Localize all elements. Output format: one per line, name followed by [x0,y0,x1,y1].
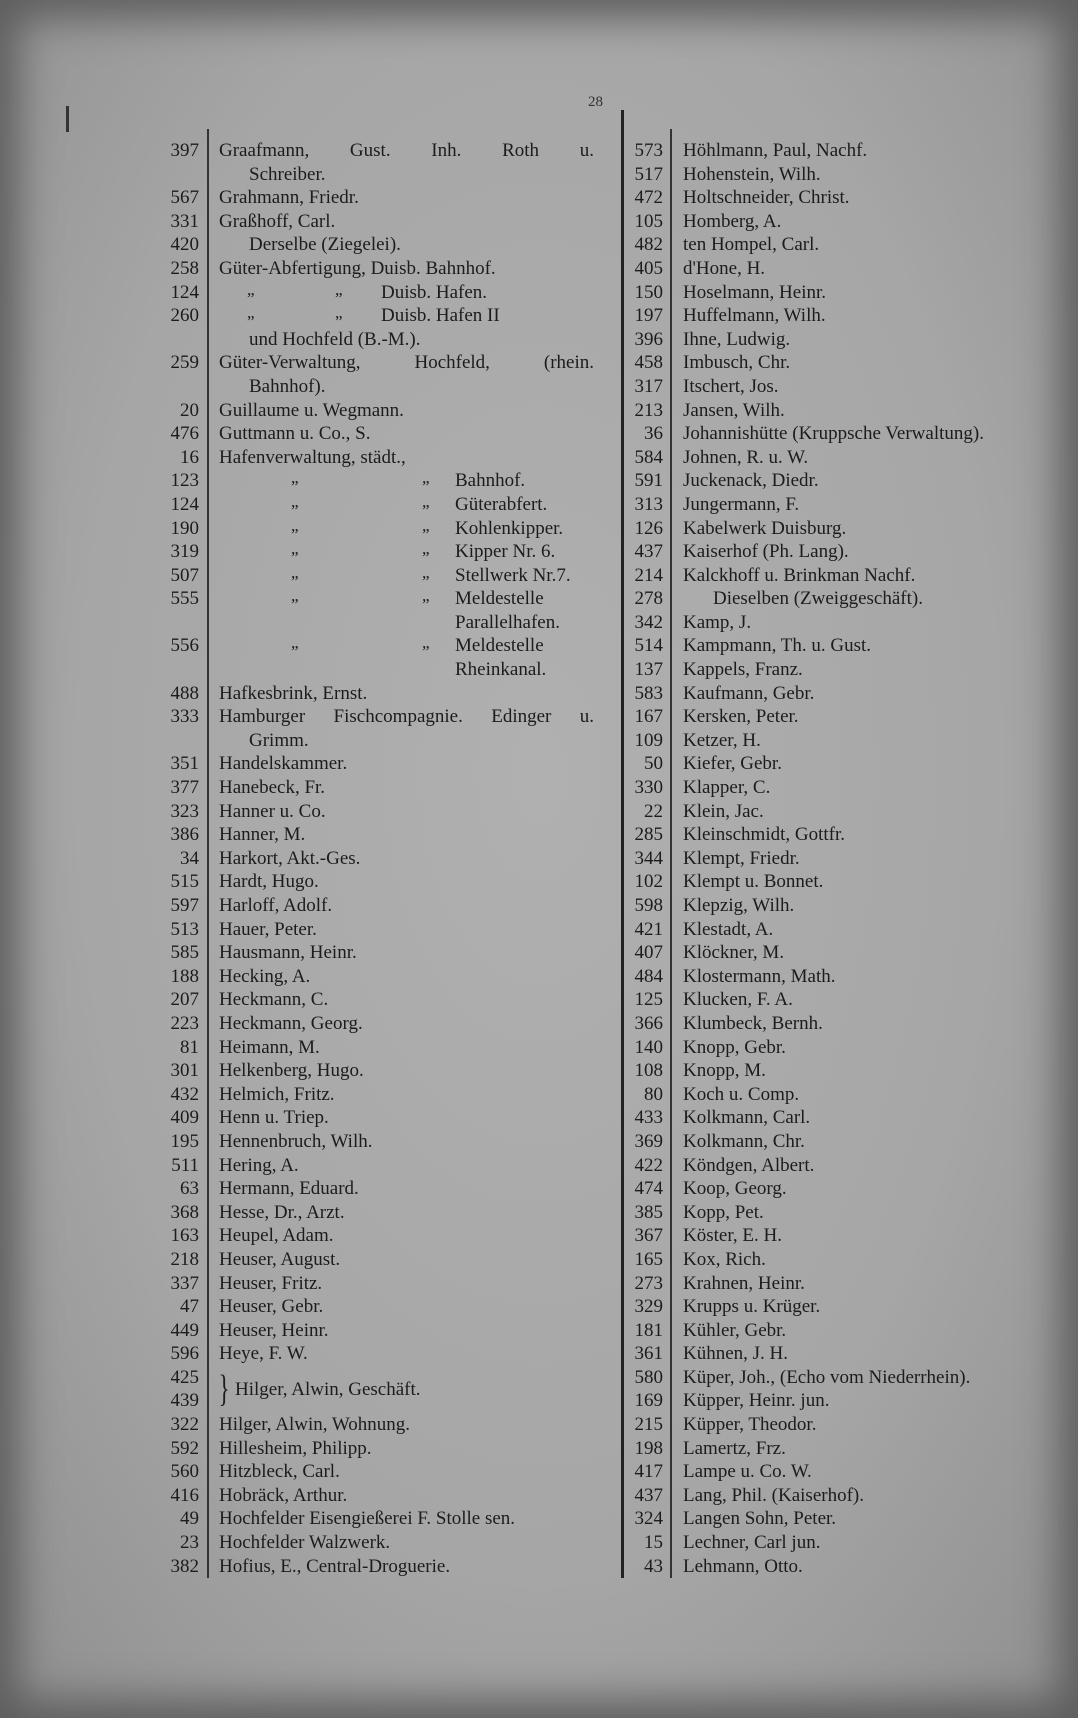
entry-number: 124 [170,493,199,515]
entry-number: 407 [634,942,663,964]
entry-number: 218 [170,1248,199,1270]
entry-name: Hardt, Hugo. [219,871,319,893]
ditto-mark: ” [291,595,299,615]
entry-name: Höhlmann, Paul, Nachf. [683,140,868,161]
entry-number: 405 [634,257,663,279]
entry-number: 555 [170,588,199,610]
entry-number: 285 [634,824,663,846]
entry-number: 105 [634,210,663,232]
entry-number: 420 [170,234,199,256]
entry-number: 416 [170,1484,199,1506]
entry-number: 278 [634,588,663,610]
entry-number: 215 [634,1414,663,1436]
entry-number: 188 [170,965,199,987]
entry-number: 125 [634,989,663,1011]
ditto-mark: ” [291,477,299,497]
entry-name: Huffelmann, Wilh. [683,305,826,327]
entry-name: Derselbe (Ziegelei). [249,234,401,256]
entry-number: 126 [634,517,663,539]
entry-number: 181 [634,1319,663,1341]
entry-number: 223 [170,1012,199,1034]
entry-number: 49 [180,1508,199,1530]
entry-number: 207 [170,989,199,1011]
entry-name: Hermann, Eduard. [219,1178,359,1200]
entry-name: Knopp, Gebr. [683,1036,786,1058]
entry-name: Hanner u. Co. [219,800,326,822]
entry-number: 417 [634,1461,663,1483]
ditto-mark: ” [291,642,299,662]
entry-number: 482 [634,234,663,256]
entry-name: Itschert, Jos. [683,375,779,397]
ditto-mark: ” [247,312,255,332]
entry-number: 165 [634,1248,663,1270]
entry-name: Hochfelder Walzwerk. [219,1532,391,1554]
ditto-mark: ” [291,548,299,568]
entry-name: Hillesheim, Philipp. [219,1437,372,1459]
entry-number: 102 [634,871,663,893]
entry-number: 409 [170,1107,199,1129]
entry-name: Hauer, Peter. [219,918,317,940]
entry-name: Rheinkanal. [455,659,547,681]
entry-number: 366 [634,1012,663,1034]
entry-number: 597 [170,895,199,916]
ditto-mark: ” [422,500,430,520]
left-column-divider [207,129,209,1578]
entry-name: Kalckhoff u. Brinkman Nachf. [683,564,916,586]
entry-name: Hoselmann, Heinr. [683,281,827,303]
entry-number: 342 [634,611,663,633]
ditto-mark: ” [291,524,299,544]
entry-name: Klumbeck, Bernh. [683,1012,823,1034]
entry-number: 150 [634,281,663,303]
entry-number: 190 [170,517,199,539]
entry-name: Heuser, Gebr. [219,1296,324,1318]
entry-number: 163 [170,1225,199,1247]
entry-number: 50 [644,753,663,775]
entry-name: Hanebeck, Fr. [219,777,326,799]
entry-name: Kolkmann, Carl. [683,1107,811,1129]
entry-name: Lechner, Carl jun. [683,1532,821,1554]
entry-name: Kox, Rich. [683,1248,766,1270]
ditto-mark: ” [422,524,430,544]
entry-name: Klepzig, Wilh. [683,895,795,916]
entry-name: Homberg, A. [683,210,782,232]
entry-number: 515 [170,871,199,893]
entry-number: 592 [170,1437,199,1459]
entry-number: 368 [170,1201,199,1223]
entry-number: 63 [180,1178,199,1200]
entry-number: 36 [644,423,663,445]
entry-number: 386 [170,824,199,846]
entry-number: 80 [644,1083,663,1105]
entry-name: Köndgen, Albert. [683,1154,815,1176]
entry-name: Henn u. Triep. [219,1107,329,1129]
entry-name: Helkenberg, Hugo. [219,1060,364,1082]
entry-name: Parallelhafen. [455,611,560,633]
entry-number: 109 [634,729,663,751]
entry-name: Duisb. Hafen. [381,281,488,303]
entry-number: 81 [180,1036,199,1058]
entry-name: Jansen, Wilh. [683,399,785,421]
entry-name: Knopp, M. [683,1060,766,1082]
entry-number: 580 [634,1366,663,1388]
entry-name: Kaiserhof (Ph. Lang). [683,541,849,563]
entry-name: Kleinschmidt, Gottfr. [683,824,846,846]
entry-number: 259 [170,352,199,374]
entry-name: Kühler, Gebr. [683,1319,787,1341]
entry-name: Krahnen, Heinr. [683,1272,805,1294]
entry-name: Küpper, Theodor. [683,1414,817,1436]
brace-mark: } [218,1367,230,1410]
entry-name: Kersken, Peter. [683,706,799,728]
entry-name: Klapper, C. [683,777,771,799]
entry-number: 47 [180,1296,199,1318]
entry-number: 15 [644,1532,663,1554]
entry-name: Klein, Jac. [683,800,764,822]
entry-name: Heimann, M. [219,1036,320,1058]
entry-name: Ketzer, H. [683,729,761,751]
entry-number: 329 [634,1296,663,1318]
entry-number: 361 [634,1343,663,1365]
entry-number: 476 [170,423,199,445]
entry-name: Heckmann, C. [219,989,329,1011]
entry-name: Hesse, Dr., Arzt. [219,1201,345,1223]
entry-number: 517 [634,163,663,185]
entry-number: 322 [170,1414,199,1436]
entry-number: 214 [634,564,663,586]
entry-number: 108 [634,1060,663,1082]
entry-number: 317 [634,375,663,397]
entry-name: Köster, E. H. [683,1225,782,1247]
entry-number: 213 [634,399,663,421]
entry-name: Heckmann, Georg. [219,1012,363,1034]
entry-number: 137 [634,659,663,681]
ditto-mark: ” [422,642,430,662]
entry-name: Koch u. Comp. [683,1083,800,1105]
entry-number: 301 [170,1060,199,1082]
entry-number: 556 [170,635,199,657]
entry-name: Hering, A. [219,1154,299,1176]
entry-number: 331 [170,210,199,232]
entry-number: 513 [170,918,199,940]
ditto-mark: ” [422,595,430,615]
entry-number: 583 [634,682,663,704]
entry-number: 330 [634,777,663,799]
entry-number: 397 [170,140,199,161]
entry-number: 367 [634,1225,663,1247]
entry-name: Güter-Abfertigung, Duisb. Bahnhof. [219,257,496,279]
entry-name: Heye, F. W. [219,1343,308,1365]
right-column-divider [670,129,672,1578]
entry-name: Guttmann u. Co., S. [219,423,371,445]
entry-name: Harloff, Adolf. [219,895,333,916]
ditto-mark: ” [291,500,299,520]
entry-number: 507 [170,564,199,586]
entry-number: 20 [180,399,199,421]
entry-name: d'Hone, H. [683,257,766,279]
entry-name: Heuser, Fritz. [219,1272,323,1294]
entry-number: 198 [634,1437,663,1459]
entry-name: Hennenbruch, Wilh. [219,1130,373,1152]
entry-number: 514 [634,635,663,657]
entry-number: 333 [170,706,199,728]
entry-number: 488 [170,682,199,704]
entry-name: Meldestelle [455,635,544,657]
entry-number: 167 [634,706,663,728]
ditto-mark: ” [291,571,299,591]
entry-name: Kappels, Franz. [683,659,803,681]
entry-number: 123 [170,470,199,492]
entry-name: Küper, Joh., (Echo vom Niederrhein). [683,1366,971,1388]
ditto-mark: ” [422,477,430,497]
ditto-mark: ” [247,288,255,308]
entry-number: 169 [634,1390,663,1412]
entry-number: 195 [170,1130,199,1152]
entry-name: Holtschneider, Christ. [683,187,850,209]
entry-name: Guillaume u. Wegmann. [219,399,404,421]
ditto-mark: ” [422,571,430,591]
entry-name: Jungermann, F. [683,493,800,515]
entry-number: 258 [170,257,199,279]
entry-name: Hitzbleck, Carl. [219,1461,340,1483]
entry-number: 382 [170,1555,199,1577]
entry-name: Klöckner, M. [683,942,785,964]
entry-number: 474 [634,1178,663,1200]
entry-number: 484 [634,965,663,987]
entry-number: 449 [170,1319,199,1341]
entry-name: Helmich, Fritz. [219,1083,335,1105]
entry-name: Klempt u. Bonnet. [683,871,824,893]
entry-name: Meldestelle [455,588,544,610]
entry-number: 421 [634,918,663,940]
entry-number: 596 [170,1343,199,1365]
entry-name: Lamertz, Frz. [683,1437,786,1459]
entry-name: Johnen, R. u. W. [683,446,809,468]
entry-number: 439 [170,1390,199,1412]
entry-number: 385 [634,1201,663,1223]
entry-number: 573 [634,140,663,161]
entry-number: 323 [170,800,199,822]
entry-name: Heuser, Heinr. [219,1319,329,1341]
entry-name: Hafkesbrink, Ernst. [219,682,368,704]
entry-name: Schreiber. [249,163,326,185]
entry-number: 273 [634,1272,663,1294]
entry-name: Kohlenkipper. [455,517,564,539]
entry-name: Hamburger Fischcompagnie. Edinger u. [219,706,594,728]
entry-number: 591 [634,470,663,492]
entry-name: Hobräck, Arthur. [219,1484,348,1506]
margin-mark [66,106,69,132]
entry-name: Graafmann, Gust. Inh. Roth u. [219,140,594,161]
entry-name: Langen Sohn, Peter. [683,1508,837,1530]
entry-name: Imbusch, Chr. [683,352,791,374]
entry-name: Krupps u. Krüger. [683,1296,821,1318]
entry-number: 369 [634,1130,663,1152]
ditto-mark: ” [422,548,430,568]
entry-number: 313 [634,493,663,515]
entry-name: Bahnhof. [455,470,526,492]
entry-number: 140 [634,1036,663,1058]
entry-number: 585 [170,942,199,964]
entry-name: Küpper, Heinr. jun. [683,1390,830,1412]
entry-number: 344 [634,847,663,869]
entry-number: 425 [170,1366,199,1388]
entry-name: Hausmann, Heinr. [219,942,357,964]
entry-name: Kopp, Pet. [683,1201,764,1223]
entry-number: 34 [180,847,199,869]
entry-name: Harkort, Akt.-Ges. [219,847,361,869]
entry-name: Klucken, F. A. [683,989,793,1011]
entry-number: 43 [644,1555,663,1577]
entry-name: Koop, Georg. [683,1178,787,1200]
entry-name: Kolkmann, Chr. [683,1130,805,1152]
entry-name: Duisb. Hafen II [381,305,500,327]
entry-number: 560 [170,1461,199,1483]
entry-number: 432 [170,1083,199,1105]
entry-name: Kampmann, Th. u. Gust. [683,635,872,657]
entry-number: 197 [634,305,663,327]
entry-name: Hanner, M. [219,824,306,846]
entry-number: 437 [634,541,663,563]
entry-name: Klostermann, Math. [683,965,836,987]
entry-name: Kühnen, J. H. [683,1343,789,1365]
entry-number: 598 [634,895,663,916]
entry-number: 567 [170,187,199,209]
entry-number: 319 [170,541,199,563]
entry-name: Lang, Phil. (Kaiserhof). [683,1484,864,1506]
entry-name: Hafenverwaltung, städt., [219,446,406,468]
entry-name: Hilger, Alwin, Geschäft. [235,1378,421,1400]
entry-name: Bahnhof). [249,375,326,397]
entry-name: Kaufmann, Gebr. [683,682,815,704]
entry-number: 584 [634,446,663,468]
entry-name: Stellwerk Nr.7. [455,564,571,586]
ditto-mark: ” [335,288,343,308]
entry-name: Ihne, Ludwig. [683,328,791,350]
entry-number: 23 [180,1532,199,1554]
entry-name: Dieselben (Zweiggeschäft). [713,588,923,610]
entry-name: Grahmann, Friedr. [219,187,359,209]
entry-number: 422 [634,1154,663,1176]
entry-name: Kamp, J. [683,611,752,633]
entry-name: Lehmann, Otto. [683,1555,803,1577]
entry-name: ten Hompel, Carl. [683,234,820,256]
entry-number: 433 [634,1107,663,1129]
entry-name: Heuser, August. [219,1248,341,1270]
entry-name: Johannishütte (Kruppsche Verwaltung). [683,423,984,445]
entry-name: und Hochfeld (B.-M.). [249,328,421,350]
entry-number: 337 [170,1272,199,1294]
entry-number: 396 [634,328,663,350]
entry-number: 511 [171,1154,199,1176]
entry-name: Heupel, Adam. [219,1225,334,1247]
page-number: 28 [588,94,603,110]
entry-name: Kabelwerk Duisburg. [683,517,847,539]
entry-name: Lampe u. Co. W. [683,1461,812,1483]
entry-name: Handelskammer. [219,753,348,775]
entry-number: 437 [634,1484,663,1506]
entry-name: Hohenstein, Wilh. [683,163,821,185]
entry-number: 351 [170,753,199,775]
ditto-mark: ” [335,312,343,332]
entry-number: 458 [634,352,663,374]
entry-name: Hecking, A. [219,965,311,987]
entry-name: Kiefer, Gebr. [683,753,782,775]
entry-number: 260 [170,305,199,327]
entry-name: Güterabfert. [455,493,548,515]
entry-name: Klempt, Friedr. [683,847,800,869]
entry-number: 472 [634,187,663,209]
entry-name: Hofius, E., Central-Droguerie. [219,1555,451,1577]
entry-number: 22 [644,800,663,822]
entry-name: Grimm. [249,729,309,751]
entry-name: Graßhoff, Carl. [219,210,336,232]
entry-name: Hilger, Alwin, Wohnung. [219,1414,411,1436]
entry-number: 124 [170,281,199,303]
entry-name: Juckenack, Diedr. [683,470,819,492]
entry-name: Hochfelder Eisengießerei F. Stolle sen. [219,1508,516,1530]
entry-name: Kipper Nr. 6. [455,541,556,563]
entry-number: 16 [180,446,199,468]
entry-name: Güter-Verwaltung, Hochfeld, (rhein. [219,352,594,374]
entry-name: Klestadt, A. [683,918,774,940]
entry-number: 377 [170,777,199,799]
entry-number: 324 [634,1508,663,1530]
